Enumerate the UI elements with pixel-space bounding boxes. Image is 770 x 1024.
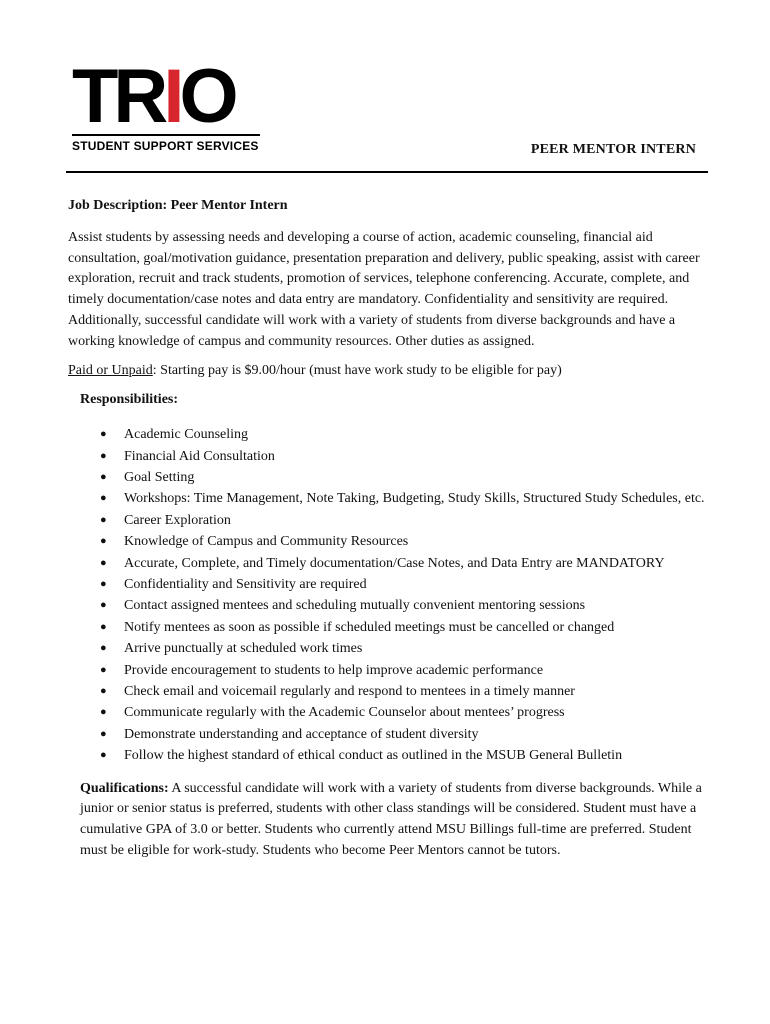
document-body — [68, 196, 708, 862]
responsibility-item — [68, 681, 708, 702]
logo-letter-o: O — [179, 54, 234, 139]
logo-wordmark — [72, 54, 264, 139]
responsibility-text: Communicate regularly with the Academic Counselor about mentees’ progress — [124, 705, 565, 721]
bullet-icon: ● — [100, 599, 107, 612]
bullet-icon: ● — [100, 620, 107, 633]
document-header-title: PEER MENTOR INTERN — [530, 142, 696, 157]
bullet-icon: ● — [100, 727, 107, 740]
responsibility-text: Knowledge of Campus and Community Resources — [124, 534, 409, 550]
responsibility-text: Check email and voicemail regularly and respond to mentees in a timely manner — [124, 684, 575, 700]
trio-logo — [72, 54, 264, 153]
bullet-icon: ● — [100, 449, 107, 462]
responsibility-item — [68, 424, 708, 445]
responsibility-item — [68, 467, 708, 488]
responsibility-text: Academic Counseling — [124, 427, 249, 443]
responsibility-item — [68, 553, 708, 574]
qualifications-label: Qualifications: — [80, 780, 169, 796]
responsibility-item — [68, 488, 708, 509]
header-divider — [66, 171, 708, 173]
responsibility-text: Confidentiality and Sensitivity are required — [124, 577, 367, 593]
responsibility-text: Arrive punctually at scheduled work times — [124, 641, 363, 657]
responsibility-item — [68, 595, 708, 616]
responsibility-text: Demonstrate understanding and acceptance of student diversity — [124, 726, 479, 742]
responsibility-text: Accurate, Complete, and Timely documentation/Case Notes, and Data Entry are MANDATORY — [124, 555, 665, 571]
responsibility-item — [68, 660, 708, 681]
bullet-icon: ● — [100, 706, 107, 719]
bullet-icon: ● — [100, 749, 107, 762]
responsibility-text: Goal Setting — [124, 469, 195, 485]
bullet-icon: ● — [100, 556, 107, 569]
responsibility-text: Contact assigned mentees and scheduling mutually convenient mentoring sessions — [124, 598, 586, 614]
bullet-icon: ● — [100, 535, 107, 548]
pay-info — [68, 361, 708, 382]
responsibility-text: Career Exploration — [124, 512, 231, 528]
responsibility-item — [68, 617, 708, 638]
job-description-heading: Job Description: Peer Mentor Intern — [68, 198, 288, 213]
qualifications-paragraph — [80, 779, 712, 862]
responsibility-item — [68, 531, 708, 552]
pay-label: Paid or Unpaid — [68, 362, 153, 378]
logo-letters-tr: TR — [72, 54, 164, 139]
responsibility-item — [68, 724, 708, 745]
bullet-icon: ● — [100, 428, 107, 441]
responsibility-item — [68, 702, 708, 723]
responsibility-text: Workshops: Time Management, Note Taking, Budgeting, Study Skills, Structured Study Schedules, etc. — [124, 491, 705, 507]
job-description-text: Assist students by assessing needs and developing a course of action, academic counseling, financial aid consultation, goal/motivation guidance, presentation preparation and delivery, public speaking, assist with career exploration, recruit and track students, promotion of services, telephone conferencing. Accurate, complete, and timely documentation/case notes and data entry are mandatory. Confidentiality and sensitivity are required. Additionally, successful candidate will work with a variety of students from diverse backgrounds and have a working knowledge of campus and community resources. Other duties as assigned. — [68, 229, 700, 349]
bullet-icon: ● — [100, 685, 107, 698]
bullet-icon: ● — [100, 513, 107, 526]
bullet-icon: ● — [100, 663, 107, 676]
responsibilities-heading: Responsibilities: — [80, 392, 179, 408]
bullet-icon: ● — [100, 578, 107, 591]
responsibility-text: Financial Aid Consultation — [124, 448, 275, 464]
qualifications-text: A successful candidate will work with a variety of students from diverse backgrounds. While a junior or senior status is preferred, students with other class standings will be considered. Student must have a cumulative GPA of 3.0 or better. Students who currently attend MSU Billings full-time are preferred. Student must be eligible for work-study. Students who become Peer Mentors cannot be tutors. — [80, 780, 702, 859]
responsibility-item — [68, 638, 708, 659]
responsibility-text: Provide encouragement to students to help improve academic performance — [124, 662, 544, 678]
responsibility-text: Follow the highest standard of ethical conduct as outlined in the MSUB General Bulletin — [124, 748, 623, 764]
responsibility-item — [68, 510, 708, 531]
responsibility-item — [68, 745, 708, 766]
responsibility-text: Notify mentees as soon as possible if scheduled meetings must be cancelled or changed — [124, 619, 615, 635]
bullet-icon: ● — [100, 642, 107, 655]
responsibilities-list — [68, 424, 708, 767]
responsibility-item — [68, 574, 708, 595]
logo-letter-i: I — [163, 54, 180, 139]
logo-subtitle: STUDENT SUPPORT SERVICES — [72, 139, 259, 153]
bullet-icon: ● — [100, 492, 107, 505]
responsibility-item — [68, 446, 708, 467]
bullet-icon: ● — [100, 470, 107, 483]
pay-text: : Starting pay is $9.00/hour (must have work study to be eligible for pay) — [152, 362, 562, 378]
